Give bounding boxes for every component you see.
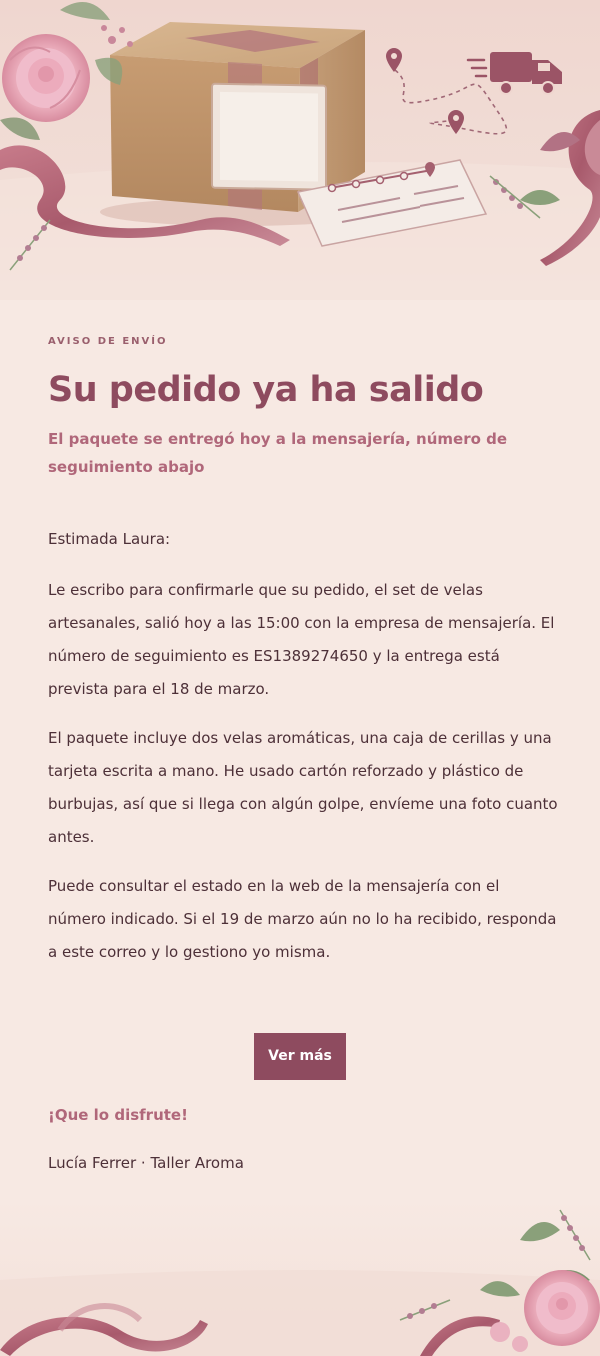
paragraph-confirmation: Le escribo para confirmarle que su pedido, el set de velas artesanales, salió hoy a las 15:00 con la empresa de mensajería. El número de seguimiento es ES1389274650 y la entrega está prevista para el 18 de marzo. <box>48 581 555 698</box>
signature: Lucía Ferrer · Taller Aroma <box>48 1154 244 1172</box>
hero-illustration <box>0 0 600 300</box>
subtitle: El paquete se entregó hoy a la mensajería, número de seguimiento abajo <box>48 430 508 476</box>
paragraph-tracking: Puede consultar el estado en la web de la mensajería con el número indicado. Si el 19 de marzo aún no lo ha recibido, responda a este correo y lo gestiono yo misma. <box>48 877 557 961</box>
footer-decoration <box>0 1200 600 1356</box>
email-body <box>48 336 558 985</box>
closing-line: ¡Que lo disfrute! <box>48 1106 188 1124</box>
message-body <box>48 523 558 969</box>
eyebrow-label: AVISO DE ENVÍO <box>48 336 168 347</box>
see-more-button[interactable]: Ver más <box>254 1033 346 1080</box>
peony-flower-icon <box>480 1222 600 1352</box>
greeting: Estimada Laura: <box>48 530 171 548</box>
page-title: Su pedido ya ha salido <box>48 370 484 410</box>
cta-container <box>254 1033 346 1080</box>
paragraph-contents: El paquete incluye dos velas aromáticas, una caja de cerillas y una tarjeta escrita a mano. He usado cartón reforzado y plástico de burbujas, así que si llega con algún golpe, envíeme una foto cuanto antes. <box>48 729 558 846</box>
